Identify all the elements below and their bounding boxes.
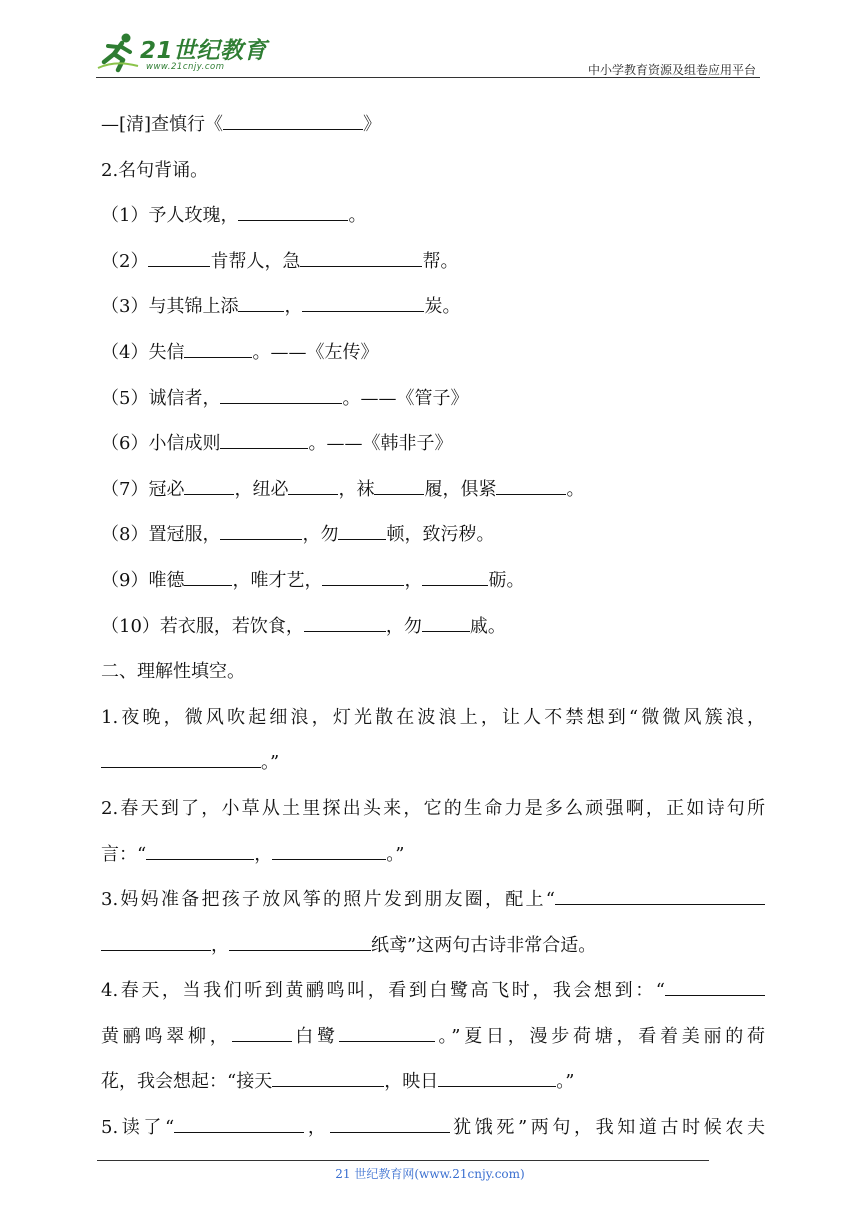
text-line: [101, 786, 765, 832]
answer-blank[interactable]: [174, 1117, 304, 1133]
text-line: [101, 1014, 765, 1060]
line-text: 。——《韩非子》: [308, 433, 453, 455]
line-text: 3.妈妈准备把孩子放风筝的照片发到朋友圈，配上“: [101, 889, 555, 911]
line-text: （3）与其锦上添: [101, 296, 239, 318]
line-text: 白鹭: [291, 1025, 339, 1047]
line-text: ，袜: [338, 478, 375, 500]
line-text: 戚。: [469, 615, 506, 637]
answer-blank[interactable]: [422, 570, 488, 586]
answer-blank[interactable]: [223, 114, 363, 130]
answer-blank[interactable]: [146, 844, 254, 860]
text-line: [101, 148, 765, 194]
line-text: 犹饿死”两句，我知道古时候农夫: [449, 1117, 766, 1139]
text-line: [101, 695, 765, 741]
text-line: [101, 421, 765, 467]
answer-blank[interactable]: [555, 889, 765, 905]
line-text: 。”夏日，漫步荷塘，看着美丽的荷: [434, 1025, 766, 1047]
line-text: 5.读了“: [101, 1117, 175, 1139]
answer-blank[interactable]: [220, 388, 342, 404]
answer-blank[interactable]: [339, 1026, 435, 1042]
line-text: （7）冠必: [101, 478, 185, 500]
answer-blank[interactable]: [238, 296, 284, 312]
text-line: [101, 832, 765, 878]
logo: [96, 30, 266, 74]
line-text: （4）失信: [101, 341, 185, 363]
answer-blank[interactable]: [272, 844, 386, 860]
line-text: 2.春天到了，小草从土里探出头来，它的生命力是多么顽强啊，正如诗句所: [101, 797, 765, 819]
line-text: ，勿: [302, 524, 339, 546]
answer-blank[interactable]: [288, 479, 338, 495]
logo-url: www.21cnjy.com: [146, 62, 225, 72]
line-text: 。: [566, 478, 585, 500]
line-text: 。——《左传》: [252, 341, 379, 363]
footer-text: 21 世纪教育网(www.21cnjy.com): [335, 1167, 525, 1181]
header-platform-text: 中小学教育资源及组卷应用平台: [587, 63, 756, 77]
line-text: 。”: [386, 843, 405, 865]
line-text: 顿，致污秽。: [386, 524, 495, 546]
text-line: [101, 1105, 765, 1151]
answer-blank[interactable]: [238, 205, 348, 221]
answer-blank[interactable]: [148, 251, 210, 267]
line-text: 1.夜晚，微风吹起细浪，灯光散在波浪上，让人不禁想到“微微风簇浪，: [101, 706, 765, 728]
line-text: （2）: [101, 250, 149, 272]
text-line: [101, 649, 765, 695]
answer-blank[interactable]: [496, 479, 566, 495]
answer-blank[interactable]: [101, 752, 261, 768]
line-text: 。: [348, 205, 367, 227]
text-line: [101, 558, 765, 604]
text-line: [101, 512, 765, 558]
line-text: ，纽必: [234, 478, 289, 500]
line-text: 黄鹂鸣翠柳，: [101, 1025, 232, 1047]
answer-blank[interactable]: [220, 433, 308, 449]
logo-text: 21世纪教育: [140, 38, 268, 64]
answer-blank[interactable]: [184, 342, 252, 358]
line-text: 2.名句背诵。: [101, 159, 209, 181]
line-text: 4.春天，当我们听到黄鹂鸣叫，看到白鹭高飞时，我会想到：“: [101, 980, 665, 1002]
text-line: [101, 604, 765, 650]
answer-blank[interactable]: [220, 524, 302, 540]
text-line: [101, 923, 765, 969]
line-text: （10）若衣服，若饮食，: [101, 615, 304, 637]
line-text: 砺。: [488, 569, 525, 591]
line-text: 二、理解性填空。: [101, 661, 245, 683]
answer-blank[interactable]: [338, 524, 386, 540]
answer-blank[interactable]: [304, 616, 386, 632]
line-text: 。——《管子》: [342, 387, 469, 409]
answer-blank[interactable]: [232, 1026, 292, 1042]
line-text: 履，俱紧: [424, 478, 497, 500]
line-text: （8）置冠服，: [101, 524, 221, 546]
line-text: 纸鸢”这两句古诗非常合适。: [371, 934, 597, 956]
text-line: [101, 968, 765, 1014]
line-text: ，唯才艺，: [232, 569, 323, 591]
line-text: ，映日: [384, 1071, 439, 1093]
page-header: [96, 28, 760, 78]
answer-blank[interactable]: [184, 479, 234, 495]
answer-blank[interactable]: [665, 980, 765, 996]
line-text: 肯帮人，急: [210, 250, 301, 272]
text-line: [101, 102, 765, 148]
answer-blank[interactable]: [330, 1117, 450, 1133]
text-line: [101, 467, 765, 513]
line-text: （6）小信成则: [101, 433, 221, 455]
answer-blank[interactable]: [272, 1071, 384, 1087]
answer-blank[interactable]: [374, 479, 424, 495]
line-text: 炭。: [424, 296, 461, 318]
answer-blank[interactable]: [302, 296, 424, 312]
answer-blank[interactable]: [322, 570, 404, 586]
text-line: [101, 284, 765, 330]
answer-blank[interactable]: [300, 251, 422, 267]
line-text: （5）诚信者，: [101, 387, 221, 409]
line-text: 。”: [556, 1071, 575, 1093]
line-text: 》: [363, 114, 382, 135]
worksheet-content: [101, 102, 765, 1151]
line-text: 。”: [261, 752, 280, 774]
line-text: ，: [284, 296, 303, 318]
text-line: [101, 376, 765, 422]
text-line: [101, 740, 765, 786]
runner-logo-icon: [96, 30, 140, 74]
line-text: ，: [304, 1117, 330, 1139]
answer-blank[interactable]: [438, 1071, 556, 1087]
answer-blank[interactable]: [229, 935, 371, 951]
text-line: [101, 1059, 765, 1105]
line-text: （1）予人玫瑰，: [101, 205, 239, 227]
answer-blank[interactable]: [422, 616, 470, 632]
text-line: [101, 239, 765, 285]
answer-blank[interactable]: [101, 935, 211, 951]
line-text: ，勿: [385, 615, 422, 637]
line-text: ，: [404, 569, 423, 591]
text-line: [101, 877, 765, 923]
line-text: 言：“: [101, 843, 147, 865]
line-text: 帮。: [422, 250, 459, 272]
text-line: [101, 330, 765, 376]
line-text: ，: [211, 934, 229, 956]
answer-blank[interactable]: [184, 570, 232, 586]
line-text: （9）唯德: [101, 569, 185, 591]
text-line: [101, 193, 765, 239]
line-text: ，: [254, 843, 273, 865]
line-text: 花，我会想起：“接天: [101, 1071, 273, 1093]
header-divider: [96, 77, 760, 78]
footer-divider: [97, 1160, 709, 1161]
line-text: —[清]查慎行《: [101, 114, 224, 135]
